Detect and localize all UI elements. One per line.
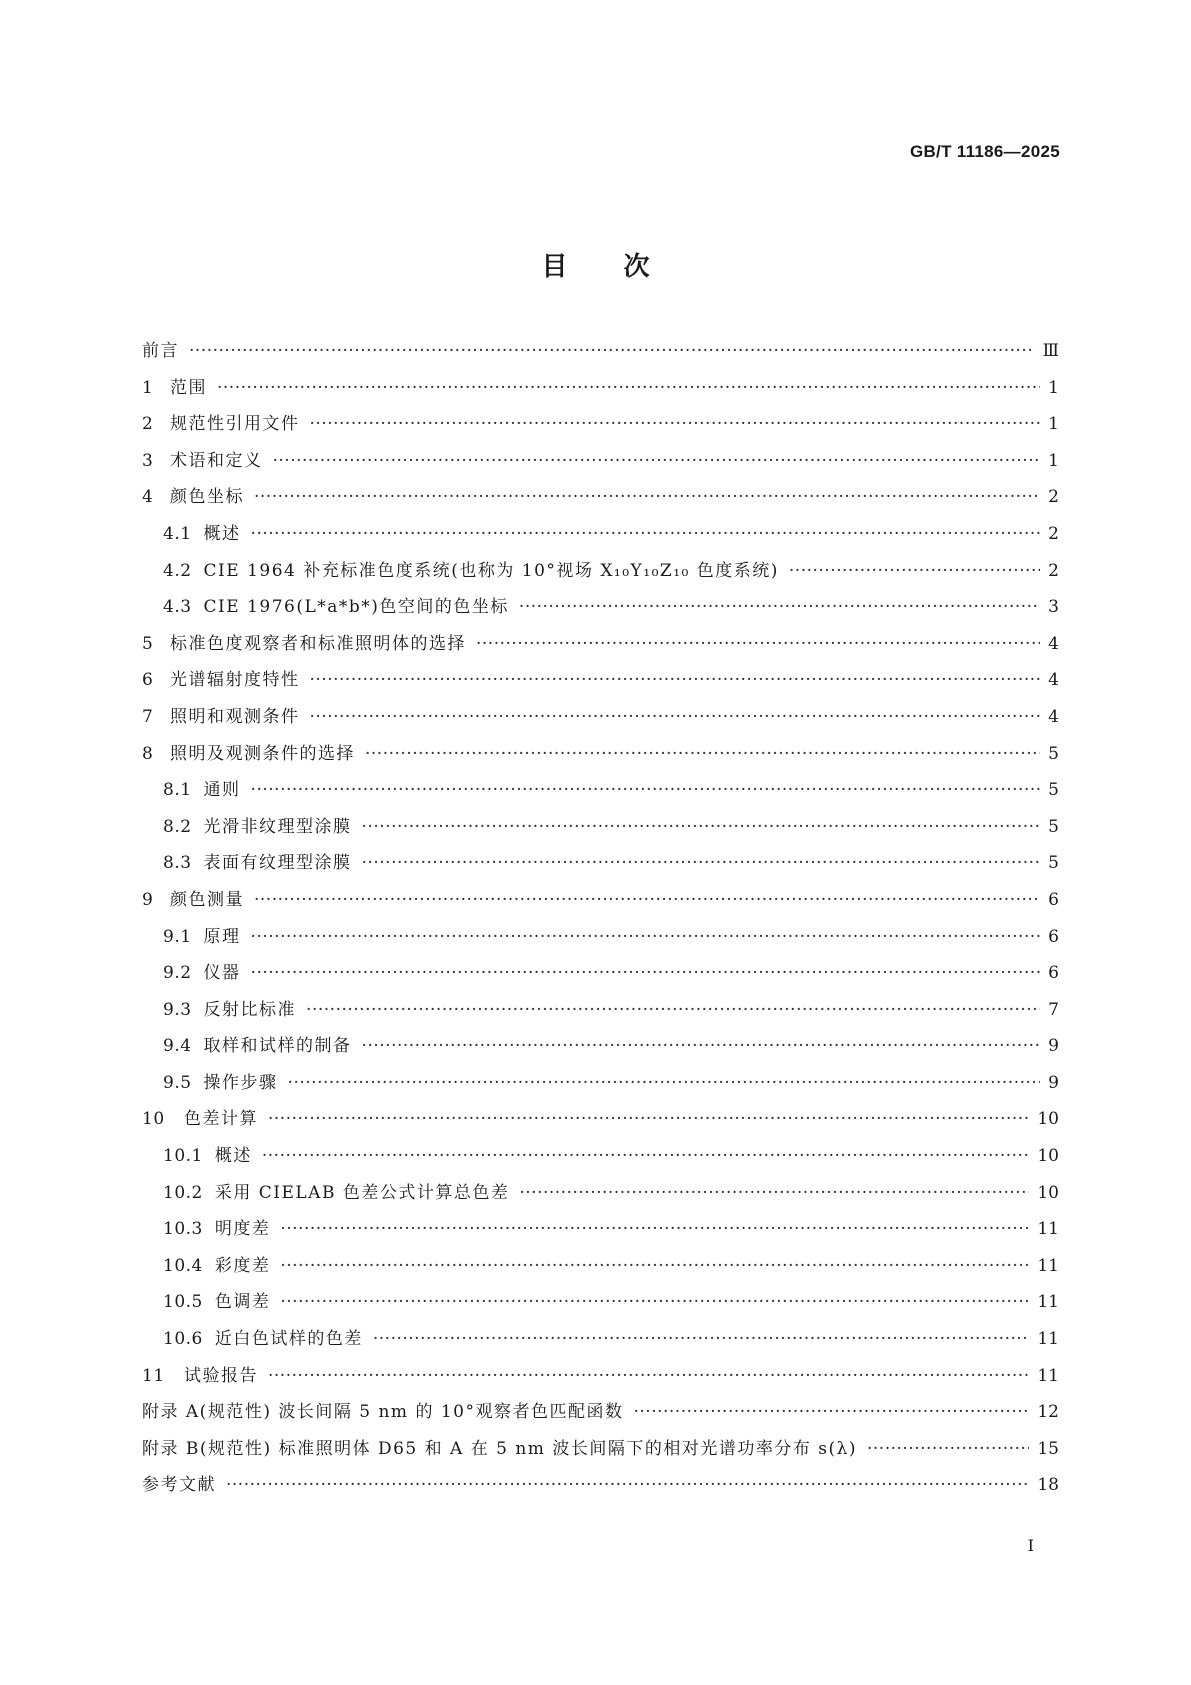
toc-entry[interactable] bbox=[142, 665, 1059, 702]
toc-entry-number: 9.1 bbox=[163, 926, 192, 947]
toc-entry-title: 附录 A(规范性) 波长间隔 5 nm 的 10°观察者色匹配函数 bbox=[142, 1402, 624, 1423]
leader-dots bbox=[268, 1109, 1029, 1129]
toc-entry-number: 10.1 bbox=[163, 1146, 203, 1167]
toc-entry-title: 表面有纹理型涂膜 bbox=[203, 853, 352, 874]
toc-entry[interactable] bbox=[142, 1141, 1059, 1178]
leader-dots bbox=[365, 744, 1040, 764]
leader-dots bbox=[789, 561, 1040, 581]
toc-entry[interactable] bbox=[142, 629, 1059, 666]
toc-entry-number: 5 bbox=[142, 633, 154, 654]
leader-dots bbox=[251, 780, 1041, 800]
toc-entry-page: 2 bbox=[1048, 560, 1059, 581]
toc-entry-title: 概述 bbox=[214, 1146, 252, 1167]
toc-entry-number: 4.2 bbox=[163, 560, 192, 581]
toc-entry[interactable] bbox=[142, 409, 1059, 446]
leader-dots bbox=[254, 890, 1040, 910]
leader-dots bbox=[254, 487, 1040, 507]
toc-title: 目次 bbox=[541, 252, 706, 282]
toc-entry-number: 7 bbox=[142, 706, 154, 727]
leader-dots bbox=[280, 1219, 1029, 1239]
leader-dots bbox=[362, 1036, 1041, 1056]
toc-entry-page: 3 bbox=[1048, 597, 1059, 618]
toc-entry[interactable] bbox=[142, 592, 1059, 629]
toc-entry[interactable] bbox=[142, 958, 1059, 995]
toc-entry-title: 试验报告 bbox=[184, 1365, 258, 1386]
leader-dots bbox=[251, 963, 1041, 983]
toc-entry[interactable] bbox=[142, 922, 1059, 959]
leader-dots bbox=[280, 1256, 1029, 1276]
toc-entry[interactable] bbox=[142, 519, 1059, 556]
leader-dots bbox=[310, 414, 1041, 434]
toc-entry-page: 5 bbox=[1048, 743, 1059, 764]
toc-entry-number: 3 bbox=[142, 450, 154, 471]
toc-entry-page: 2 bbox=[1048, 487, 1059, 508]
toc-entry-title: 明度差 bbox=[214, 1219, 271, 1240]
toc-entry[interactable] bbox=[142, 1361, 1059, 1398]
toc-entry-page: 9 bbox=[1048, 1072, 1059, 1093]
toc-entry[interactable] bbox=[142, 373, 1059, 410]
toc-entry-page: 5 bbox=[1048, 780, 1059, 801]
toc-entry-title: 颜色坐标 bbox=[170, 487, 244, 508]
toc-entry-title: 标准色度观察者和标准照明体的选择 bbox=[170, 633, 466, 654]
leader-dots bbox=[310, 670, 1041, 690]
toc-entry[interactable] bbox=[142, 739, 1059, 776]
toc-entry-title: 反射比标准 bbox=[203, 999, 297, 1020]
page-number: Ⅰ bbox=[1027, 1536, 1034, 1555]
toc-entry-page: 5 bbox=[1048, 853, 1059, 874]
toc-entry-page: 10 bbox=[1037, 1109, 1059, 1130]
toc-entry-number: 10.2 bbox=[163, 1182, 203, 1203]
toc-entry[interactable] bbox=[142, 446, 1059, 483]
leader-dots bbox=[519, 597, 1040, 617]
toc-entry-title: 取样和试样的制备 bbox=[203, 1036, 352, 1057]
toc-entry-page: 1 bbox=[1048, 377, 1059, 398]
toc-entry-number: 10.5 bbox=[163, 1292, 203, 1313]
leader-dots bbox=[288, 1073, 1041, 1093]
toc-entry-number: 10.3 bbox=[163, 1219, 203, 1240]
toc-entry[interactable] bbox=[142, 1104, 1059, 1141]
toc-entry-number: 8.2 bbox=[163, 816, 192, 837]
toc-entry-page: 11 bbox=[1037, 1255, 1059, 1276]
leader-dots bbox=[280, 1292, 1029, 1312]
toc-entry[interactable] bbox=[142, 1178, 1059, 1215]
toc-entry-page: 11 bbox=[1037, 1219, 1059, 1240]
leader-dots bbox=[310, 707, 1041, 727]
toc-entry-number: 10.4 bbox=[163, 1255, 203, 1276]
toc-entry-title: CIE 1964 补充标准色度系统(也称为 10°视场 X₁₀Y₁₀Z₁₀ 色度系统) bbox=[203, 560, 779, 581]
toc-entry-title: 色差计算 bbox=[184, 1109, 258, 1130]
leader-dots bbox=[373, 1329, 1030, 1349]
toc-entry-page: Ⅲ bbox=[1042, 341, 1059, 361]
toc-entry[interactable] bbox=[142, 1031, 1059, 1068]
toc-entry-page: 11 bbox=[1037, 1329, 1059, 1350]
toc-entry[interactable] bbox=[142, 336, 1059, 373]
leader-dots bbox=[217, 378, 1040, 398]
toc-entry-title: 色调差 bbox=[214, 1292, 271, 1313]
toc-entry-title: 彩度差 bbox=[214, 1255, 271, 1276]
toc-entry-number: 4.3 bbox=[163, 597, 192, 618]
toc-entry[interactable] bbox=[142, 1397, 1059, 1434]
toc-entry-number: 9.5 bbox=[163, 1072, 192, 1093]
toc-entry[interactable] bbox=[142, 1324, 1059, 1361]
toc-entry-page: 10 bbox=[1037, 1182, 1059, 1203]
toc-entry-title: 参考文献 bbox=[142, 1475, 216, 1496]
toc-entry-page: 6 bbox=[1048, 963, 1059, 984]
toc-entry-title: CIE 1976(L*a*b*)色空间的色坐标 bbox=[203, 597, 509, 618]
toc-entry-page: 4 bbox=[1048, 670, 1059, 691]
toc-entry-page: 15 bbox=[1037, 1438, 1059, 1459]
toc-entry[interactable] bbox=[142, 702, 1059, 739]
toc-entry-title: 光滑非纹理型涂膜 bbox=[203, 816, 352, 837]
toc-entry-page: 11 bbox=[1037, 1365, 1059, 1386]
toc-entry-title: 操作步骤 bbox=[203, 1072, 278, 1093]
toc-entry-number: 10 bbox=[142, 1109, 165, 1130]
toc-entry-page: 2 bbox=[1048, 523, 1059, 544]
toc-entry-number: 1 bbox=[142, 377, 154, 398]
toc-entry-number: 9.4 bbox=[163, 1036, 192, 1057]
leader-dots bbox=[519, 1183, 1029, 1203]
toc-entry[interactable] bbox=[142, 775, 1059, 812]
toc-entry-number: 9 bbox=[142, 889, 154, 910]
toc-entry-title: 采用 CIELAB 色差公式计算总色差 bbox=[214, 1182, 510, 1203]
leader-dots bbox=[251, 927, 1041, 947]
leader-dots bbox=[273, 451, 1041, 471]
toc-entry-page: 12 bbox=[1037, 1402, 1059, 1423]
toc-entry-number: 10.6 bbox=[163, 1329, 203, 1350]
toc-entry-page: 6 bbox=[1048, 926, 1059, 947]
leader-dots bbox=[189, 341, 1035, 361]
toc-entry[interactable] bbox=[142, 482, 1059, 519]
leader-dots bbox=[867, 1439, 1029, 1459]
toc-entry-page: 4 bbox=[1048, 633, 1059, 654]
toc-entry-page: 10 bbox=[1037, 1146, 1059, 1167]
toc-entry-page: 7 bbox=[1048, 999, 1059, 1020]
toc-entry-number: 9.3 bbox=[163, 999, 192, 1020]
leader-dots bbox=[633, 1402, 1029, 1422]
toc-entry-title: 通则 bbox=[203, 780, 241, 801]
toc-entry-title: 照明和观测条件 bbox=[170, 706, 300, 727]
toc-entry-title: 颜色测量 bbox=[170, 889, 244, 910]
toc-entry[interactable] bbox=[142, 885, 1059, 922]
toc-entry-page: 1 bbox=[1048, 414, 1059, 435]
toc-entry-title: 前言 bbox=[142, 341, 179, 361]
toc-entry-page: 9 bbox=[1048, 1036, 1059, 1057]
toc-entry-title: 照明及观测条件的选择 bbox=[170, 743, 355, 764]
leader-dots bbox=[362, 817, 1041, 837]
toc-entry[interactable] bbox=[142, 1434, 1059, 1471]
toc-entry-number: 6 bbox=[142, 670, 154, 691]
toc-entry-number: 11 bbox=[142, 1365, 165, 1386]
standard-code: GB/T 11186—2025 bbox=[909, 142, 1060, 161]
toc-entry-page: 11 bbox=[1037, 1292, 1059, 1313]
toc-entry-title: 概述 bbox=[203, 523, 241, 544]
toc-entry-page: 4 bbox=[1048, 706, 1059, 727]
toc-entry[interactable] bbox=[142, 1068, 1059, 1105]
toc-entry[interactable] bbox=[142, 1214, 1059, 1251]
toc-entry-page: 5 bbox=[1048, 816, 1059, 837]
leader-dots bbox=[251, 524, 1041, 544]
toc-entry[interactable] bbox=[142, 995, 1059, 1032]
toc-entry[interactable] bbox=[142, 1251, 1059, 1288]
toc-entry-title: 规范性引用文件 bbox=[170, 414, 300, 435]
toc-entry-number: 4.1 bbox=[163, 523, 192, 544]
leader-dots bbox=[476, 634, 1040, 654]
leader-dots bbox=[226, 1475, 1029, 1495]
toc-entry-number: 8.1 bbox=[163, 780, 192, 801]
table-of-contents bbox=[142, 336, 1059, 1507]
toc-entry-title: 术语和定义 bbox=[170, 450, 263, 471]
toc-entry-title: 范围 bbox=[170, 377, 207, 398]
leader-dots bbox=[268, 1366, 1029, 1386]
toc-entry-page: 1 bbox=[1048, 450, 1059, 471]
leader-dots bbox=[362, 853, 1041, 873]
toc-entry-title: 附录 B(规范性) 标准照明体 D65 和 A 在 5 nm 波长间隔下的相对光谱功率分布 s(λ) bbox=[142, 1438, 857, 1459]
toc-entry-title: 光谱辐射度特性 bbox=[170, 670, 300, 691]
toc-entry-number: 4 bbox=[142, 487, 154, 508]
toc-entry[interactable] bbox=[142, 1287, 1059, 1324]
toc-entry-number: 8 bbox=[142, 743, 154, 764]
toc-entry-title: 近白色试样的色差 bbox=[214, 1329, 363, 1350]
toc-entry-number: 9.2 bbox=[163, 963, 192, 984]
toc-entry[interactable] bbox=[142, 556, 1059, 593]
toc-entry-page: 6 bbox=[1048, 889, 1059, 910]
toc-entry-number: 2 bbox=[142, 414, 154, 435]
toc-entry[interactable] bbox=[142, 848, 1059, 885]
toc-entry-page: 18 bbox=[1037, 1475, 1059, 1496]
toc-entry-number: 8.3 bbox=[163, 853, 192, 874]
leader-dots bbox=[306, 1000, 1040, 1020]
toc-entry-title: 仪器 bbox=[203, 963, 241, 984]
leader-dots bbox=[262, 1146, 1030, 1166]
toc-entry-title: 原理 bbox=[203, 926, 241, 947]
toc-entry[interactable] bbox=[142, 1470, 1059, 1507]
toc-entry[interactable] bbox=[142, 812, 1059, 849]
